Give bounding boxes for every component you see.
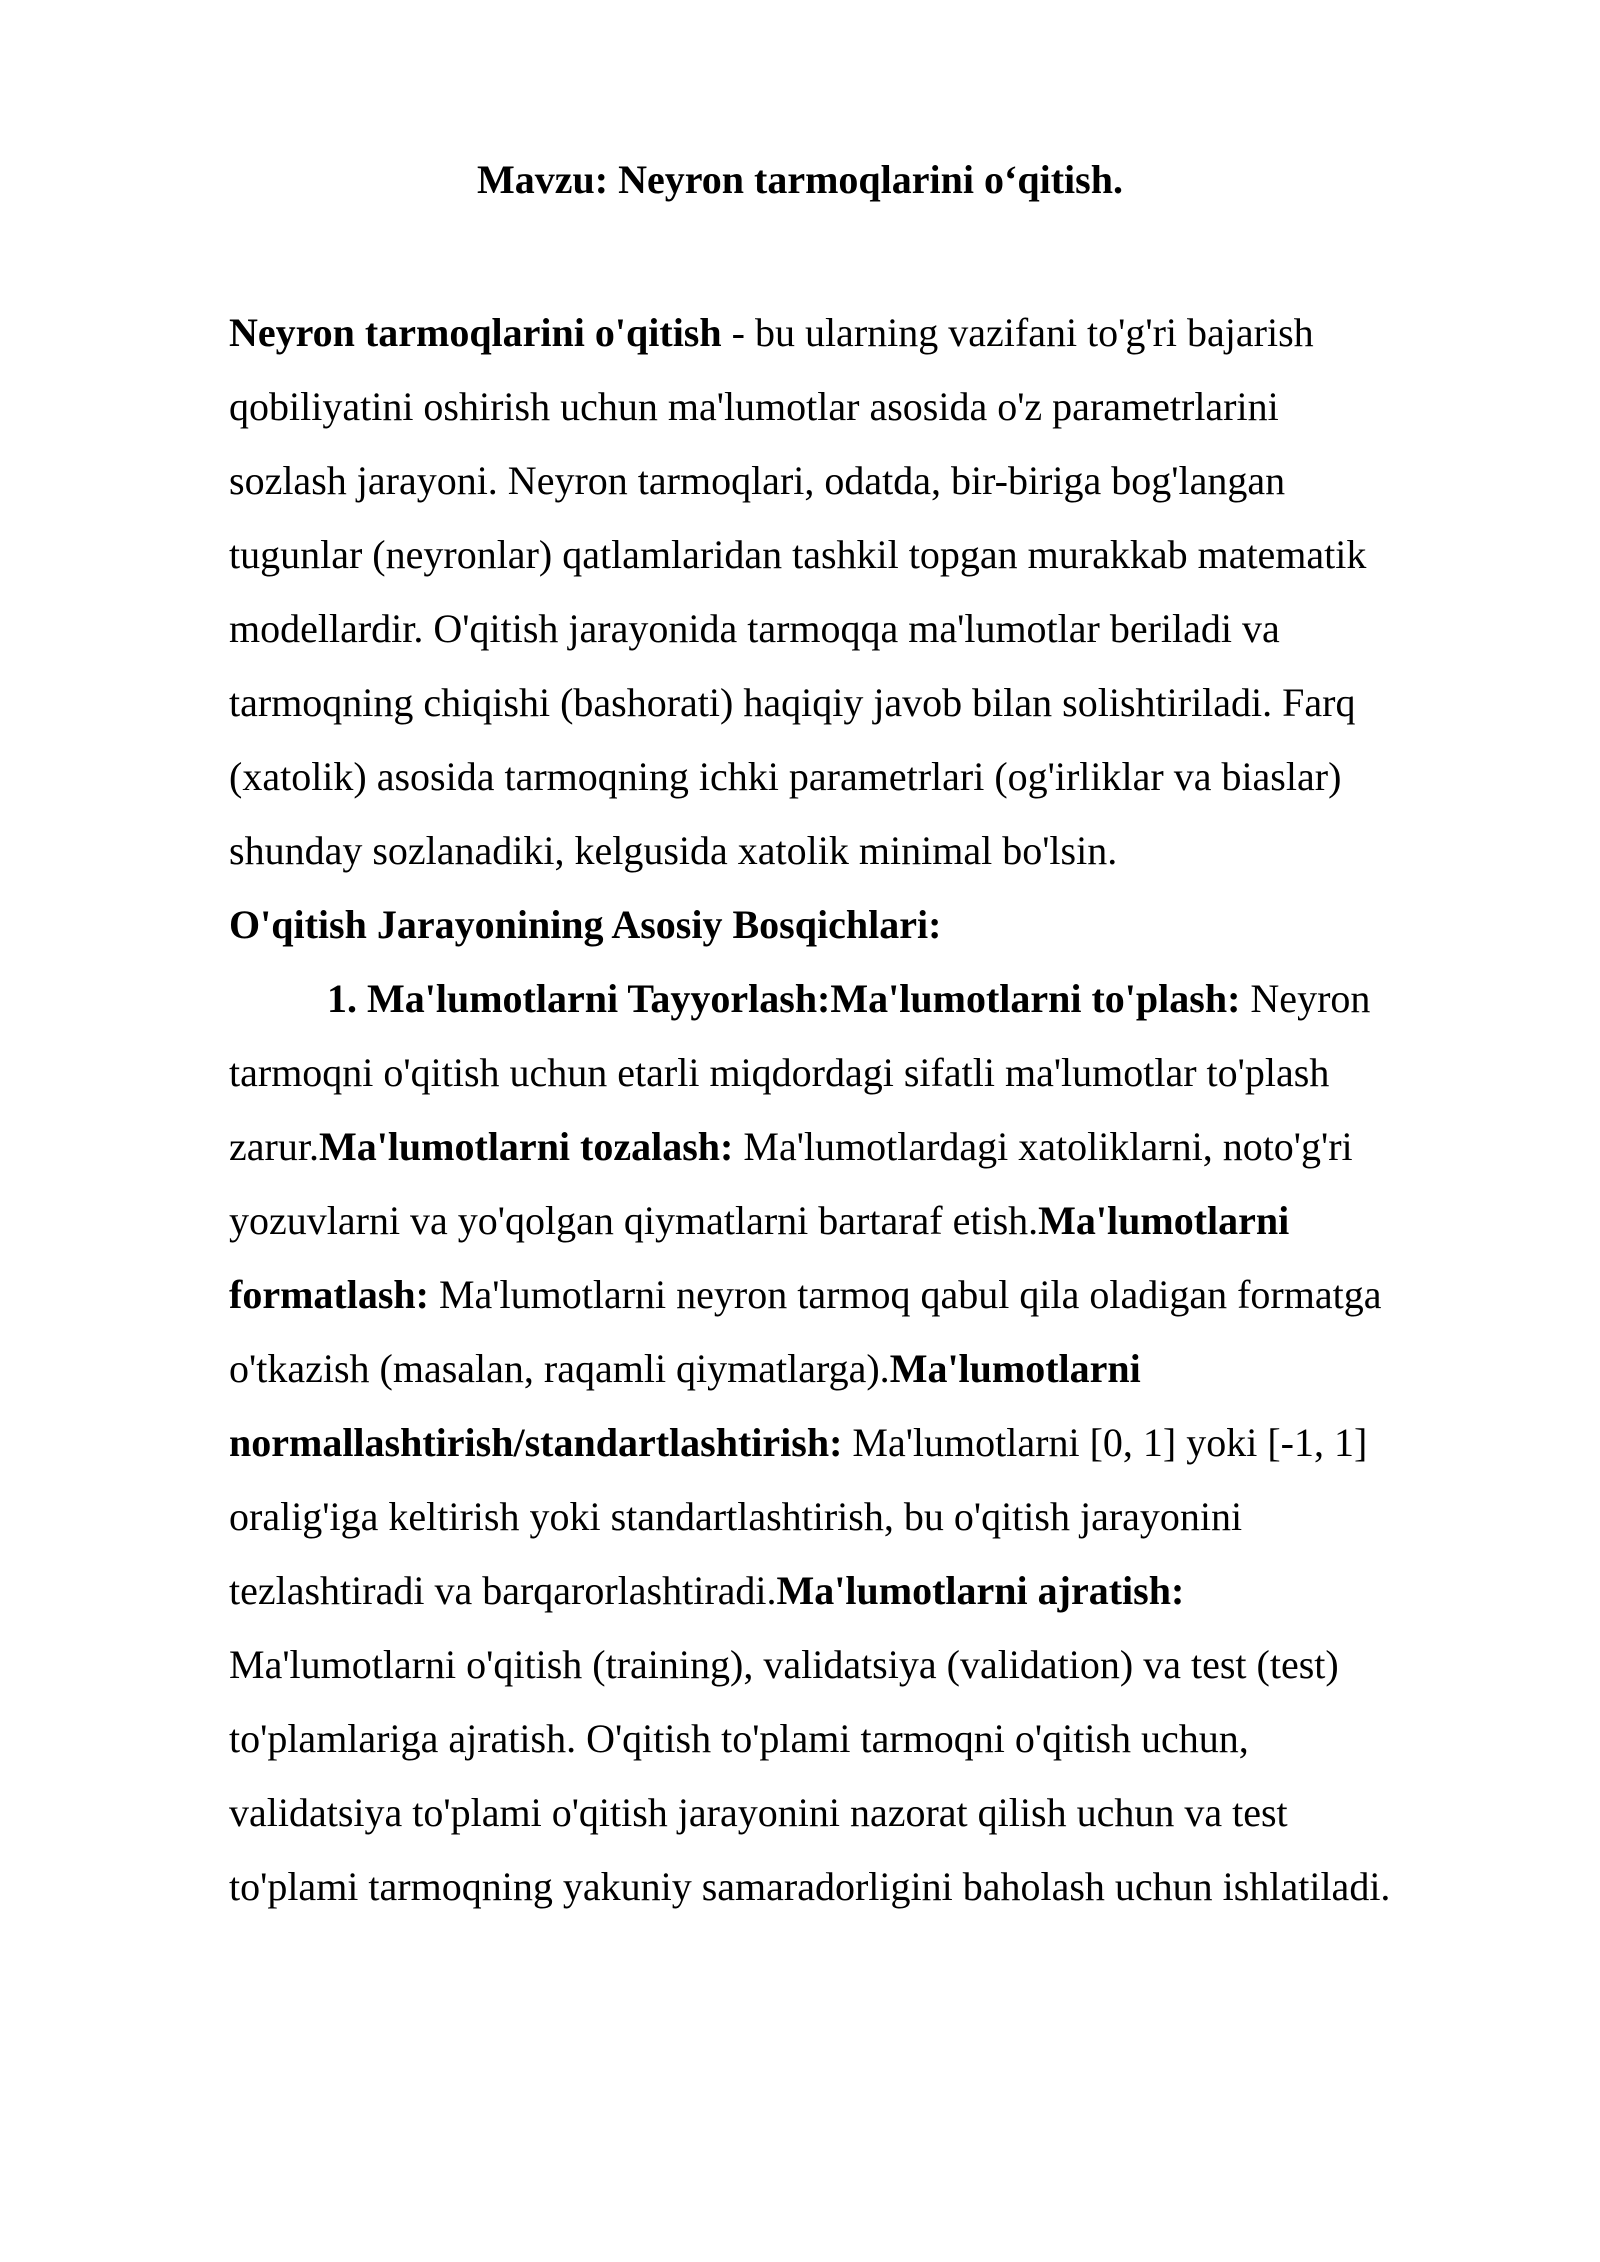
step-line: to'plamlariga ajratish. O'qitish to'plami tarmoqni o'qitish uchun,	[229, 1716, 1249, 1761]
document-body	[229, 296, 1489, 1924]
step1-heading: 1. Ma'lumotlarni Tayyorlash:	[327, 976, 831, 1021]
step-line: validatsiya to'plami o'qitish jarayonini nazorat qilish uchun va test	[229, 1790, 1288, 1835]
split-label: Ma'lumotlarni ajratish:	[776, 1568, 1185, 1613]
step-line: tezlashtiradi va barqarorlashtiradi.Ma'lumotlarni ajratish:	[229, 1568, 1185, 1613]
paragraph-line: shunday sozlanadiki, kelgusida xatolik minimal bo'lsin.	[229, 828, 1118, 873]
step-line: oralig'iga keltirish yoki standartlashtirish, bu o'qitish jarayonini	[229, 1494, 1243, 1539]
paragraph-line: tarmoqning chiqishi (bashorati) haqiqiy javob bilan solishtiriladi. Farq	[229, 680, 1356, 725]
intro-term: Neyron tarmoqlarini o'qitish	[229, 310, 722, 355]
section-heading: O'qitish Jarayonining Asosiy Bosqichlari:	[229, 902, 942, 947]
paragraph-line: modellardir. O'qitish jarayonida tarmoqqa ma'lumotlar beriladi va	[229, 606, 1280, 651]
collect-label: Ma'lumotlarni to'plash:	[830, 976, 1241, 1021]
step-line: 1. Ma'lumotlarni Tayyorlash:Ma'lumotlarni to'plash: Neyron	[327, 976, 1371, 1021]
document-title: Mavzu: Neyron tarmoqlarini o‘qitish.	[477, 157, 1123, 202]
paragraph-line: qobiliyatini oshirish uchun ma'lumotlar asosida o'z parametrlarini	[229, 384, 1279, 429]
step-line: o'tkazish (masalan, raqamli qiymatlarga).Ma'lumotlarni	[229, 1346, 1141, 1391]
step-line: yozuvlarni va yo'qolgan qiymatlarni bartaraf etish.Ma'lumotlarni	[229, 1198, 1290, 1243]
step-line: tarmoqni o'qitish uchun etarli miqdordagi sifatli ma'lumotlar to'plash	[229, 1050, 1330, 1095]
paragraph-line	[229, 296, 1489, 370]
paragraph-line: sozlash jarayoni. Neyron tarmoqlari, odatda, bir-biriga bog'langan	[229, 458, 1286, 503]
step-line: zarur.Ma'lumotlarni tozalash: Ma'lumotlardagi xatoliklarni, noto'g'ri	[229, 1124, 1353, 1169]
clean-label: Ma'lumotlarni tozalash:	[318, 1124, 734, 1169]
step-line: normallashtirish/standartlashtirish: Ma'lumotlarni [0, 1] yoki [-1, 1]	[229, 1420, 1368, 1465]
step-line: Ma'lumotlarni o'qitish (training), validatsiya (validation) va test (test)	[229, 1642, 1339, 1687]
normalize-label: Ma'lumotlarni	[889, 1346, 1141, 1391]
intro-text: - bu ularning vazifani to'g'ri bajarish	[721, 310, 1314, 355]
paragraph-line: tugunlar (neyronlar) qatlamlaridan tashkil topgan murakkab matematik	[229, 532, 1367, 577]
format-label: Ma'lumotlarni	[1038, 1198, 1290, 1243]
step-line: formatlash: Ma'lumotlarni neyron tarmoq qabul qila oladigan formatga	[229, 1272, 1382, 1317]
paragraph-line: (xatolik) asosida tarmoqning ichki parametrlari (og'irliklar va biaslar)	[229, 754, 1342, 799]
step-line: to'plami tarmoqning yakuniy samaradorligini baholash uchun ishlatiladi.	[229, 1864, 1391, 1909]
